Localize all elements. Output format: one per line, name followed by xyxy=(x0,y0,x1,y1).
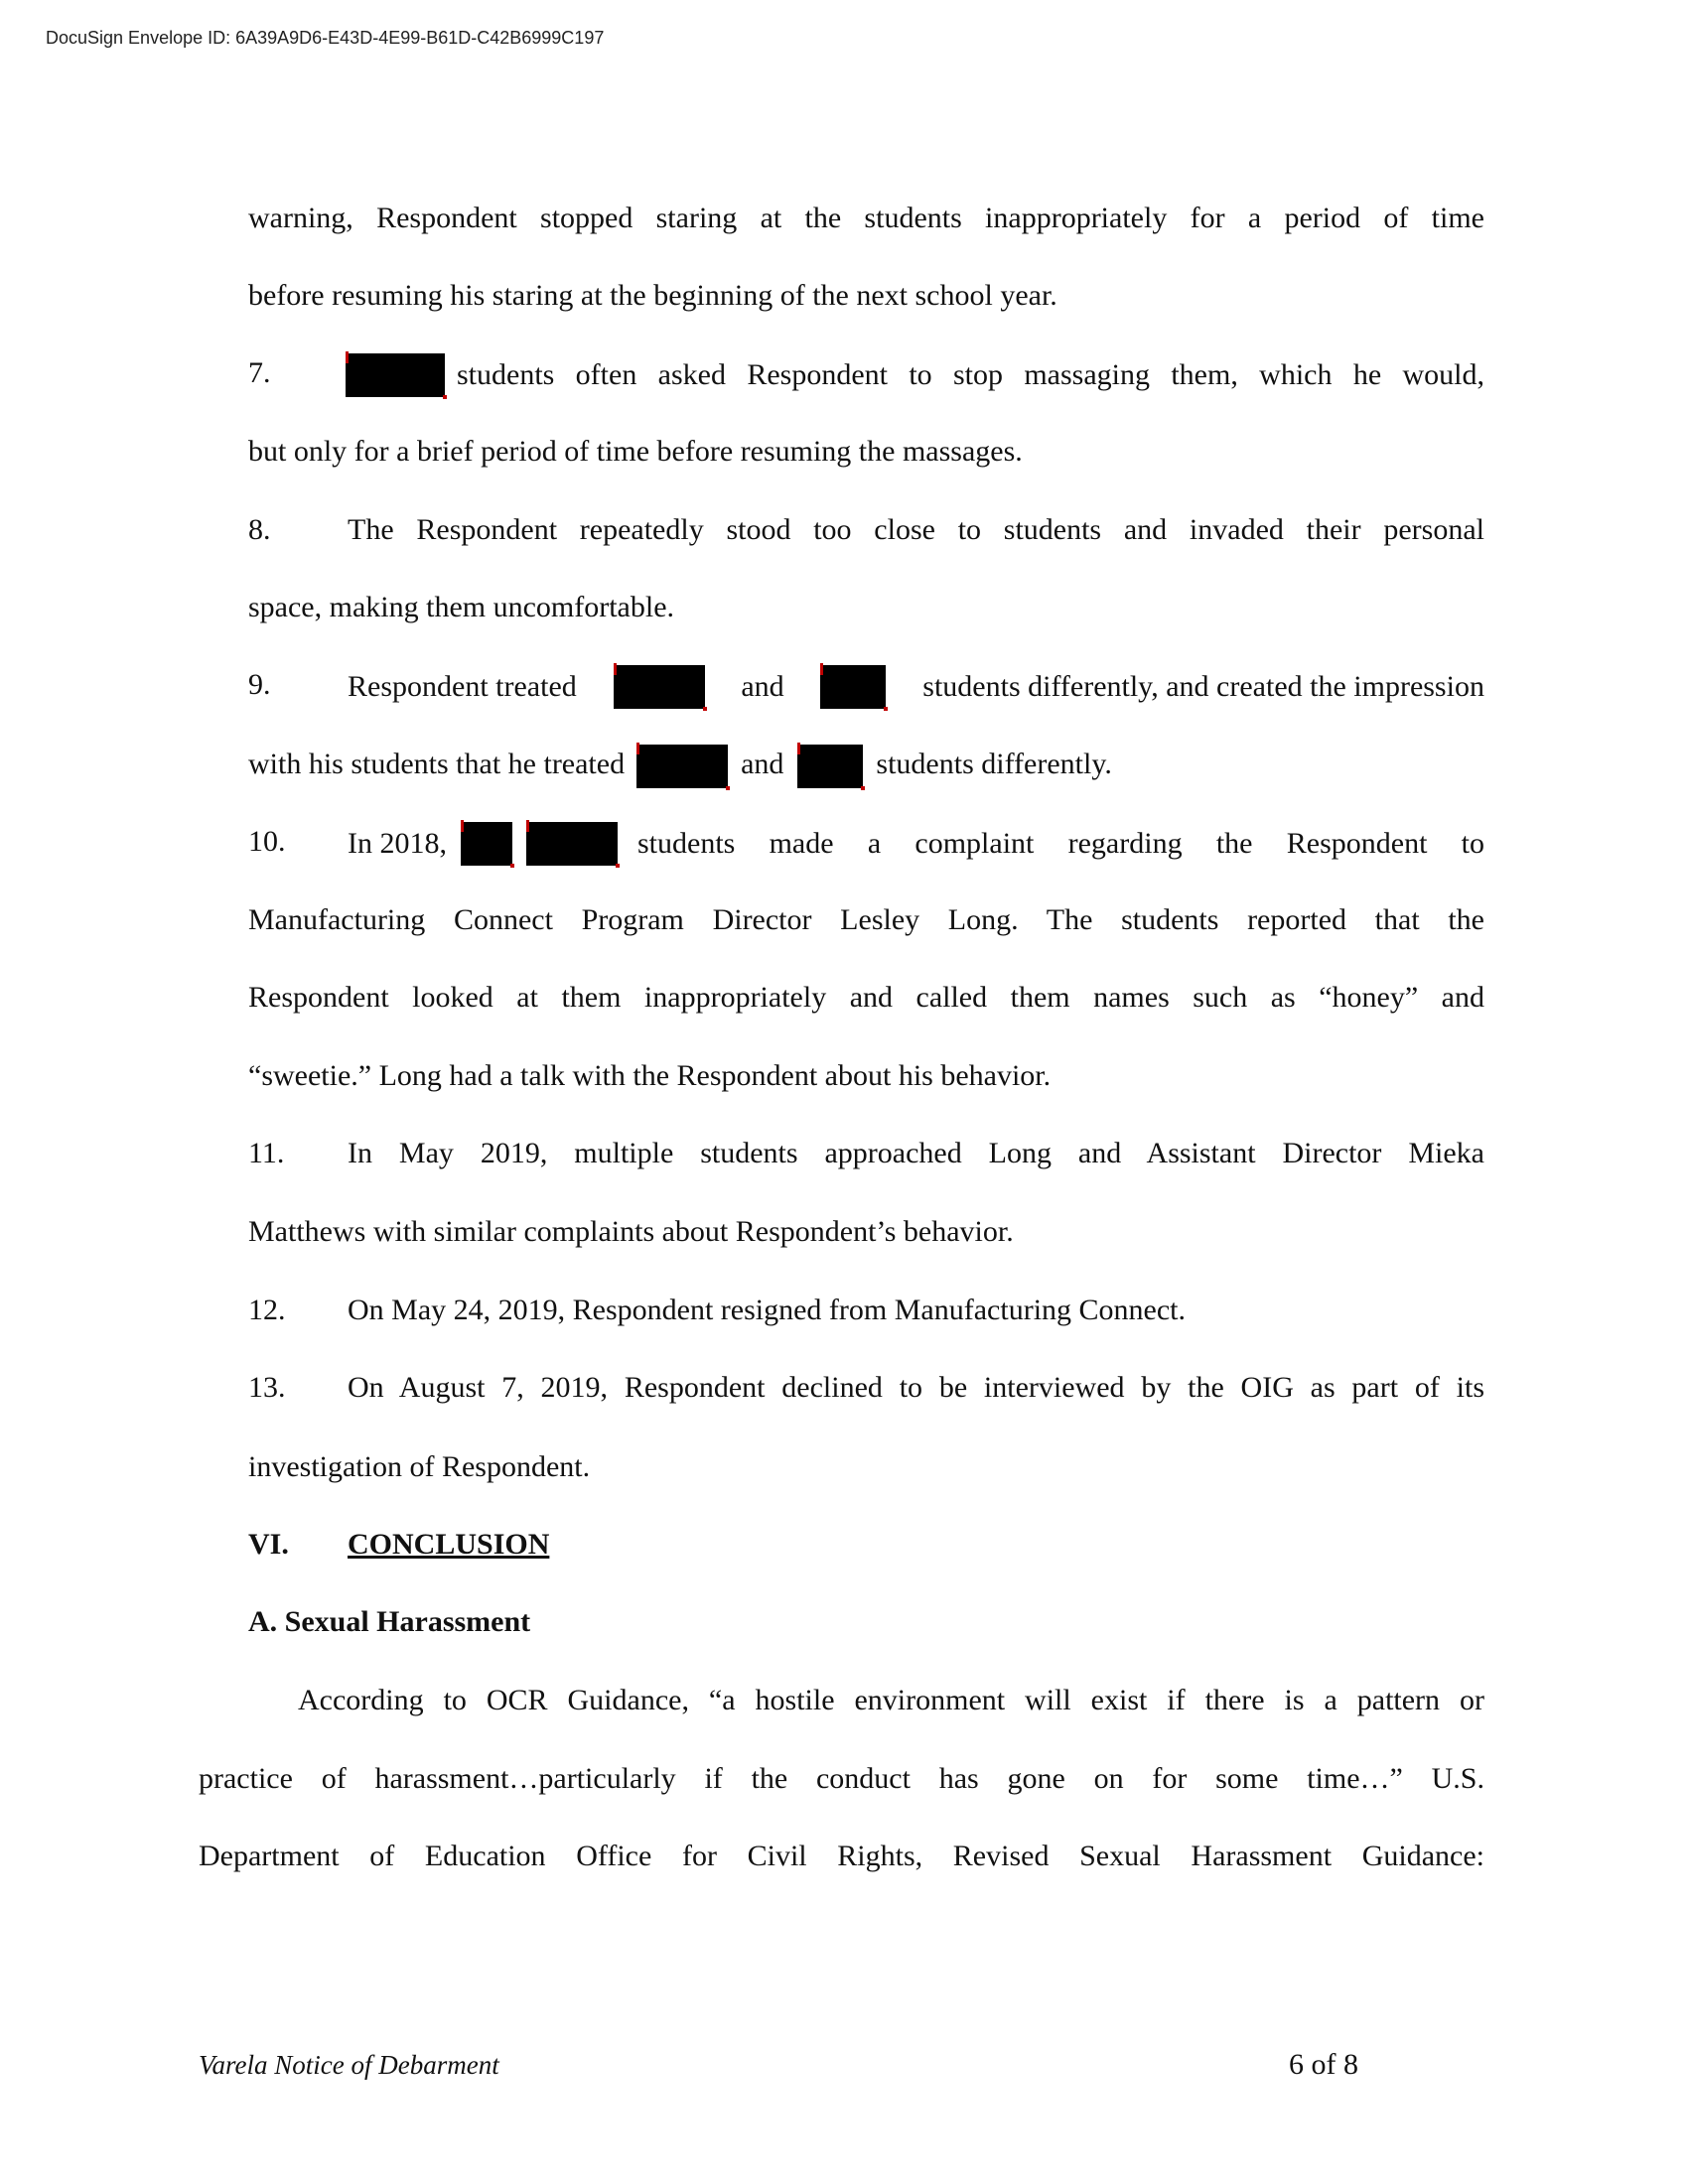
paragraph-13-text: On August 7, 2019, Respondent declined to be interviewed by the OIG as part of its xyxy=(348,1371,1484,1404)
paragraph-11-text: In May 2019, multiple students approached Long and Assistant Director Mieka xyxy=(348,1137,1484,1169)
paragraph-13-line-2: investigation of Respondent. xyxy=(248,1450,591,1483)
subsection-heading: A. Sexual Harassment xyxy=(248,1605,531,1638)
footer-page-number: 6 of 8 xyxy=(1289,2048,1358,2081)
redaction-box xyxy=(526,822,618,866)
paragraph-9-text-b: students differently, and created the impression xyxy=(922,670,1484,703)
paragraph-10-text-b: students made a complaint regarding the Respondent to xyxy=(637,827,1484,860)
paragraph-10-line-3: Respondent looked at them inappropriately and called them names such as “honey” and xyxy=(248,981,1484,1014)
redaction-box xyxy=(636,745,728,788)
paragraph-number: 9. xyxy=(248,668,271,701)
paragraph-9-text-c: with his students that he treated xyxy=(248,748,626,780)
paragraph-6-line-1: warning, Respondent stopped staring at the students inappropriately for a period of time xyxy=(248,202,1484,234)
paragraph-10-text-a: In 2018, xyxy=(348,827,447,860)
paragraph-8-text: The Respondent repeatedly stood too close to students and invaded their personal xyxy=(348,513,1484,546)
paragraph-9-and-2: and xyxy=(741,748,784,780)
conclusion-line-3: Department of Education Office for Civil Rights, Revised Sexual Harassment Guidance: xyxy=(199,1840,1484,1872)
paragraph-9-text-d: students differently. xyxy=(876,748,1112,780)
paragraph-9-line-2 xyxy=(248,745,1484,788)
paragraph-7-text: students often asked Respondent to stop massaging them, which he would, xyxy=(457,358,1484,391)
paragraph-11-line-2: Matthews with similar complaints about Respondent’s behavior. xyxy=(248,1215,1014,1248)
conclusion-line-1: According to OCR Guidance, “a hostile environment will exist if there is a pattern or xyxy=(298,1684,1484,1716)
docusign-envelope-id: DocuSign Envelope ID: 6A39A9D6-E43D-4E99-B61D-C42B6999C197 xyxy=(46,28,605,48)
paragraph-12-text: On May 24, 2019, Respondent resigned from Manufacturing Connect. xyxy=(348,1294,1186,1326)
paragraph-9-and: and xyxy=(741,670,784,703)
paragraph-number: 11. xyxy=(248,1137,285,1169)
redaction-box xyxy=(820,665,886,709)
paragraph-10-line-2: Manufacturing Connect Program Director Lesley Long. The students reported that the xyxy=(248,903,1484,936)
paragraph-10-line-4: “sweetie.” Long had a talk with the Respondent about his behavior. xyxy=(248,1059,1052,1092)
section-title: CONCLUSION xyxy=(348,1528,550,1561)
redaction-box xyxy=(614,665,705,709)
footer-document-title: Varela Notice of Debarment xyxy=(199,2050,499,2080)
paragraph-number: 13. xyxy=(248,1371,286,1404)
paragraph-number: 8. xyxy=(248,513,271,546)
paragraph-number: 7. xyxy=(248,356,271,389)
paragraph-7-line-2: but only for a brief period of time before resuming the massages. xyxy=(248,435,1023,468)
redaction-box xyxy=(346,353,445,397)
conclusion-line-2: practice of harassment…particularly if the conduct has gone on for some time…” U.S. xyxy=(199,1762,1484,1795)
paragraph-number: 12. xyxy=(248,1294,286,1326)
paragraph-9-text-a: Respondent treated xyxy=(348,670,577,703)
redaction-box xyxy=(461,822,512,866)
section-number: VI. xyxy=(248,1528,289,1561)
redaction-box xyxy=(797,745,863,788)
paragraph-6-line-2: before resuming his staring at the beginning of the next school year. xyxy=(248,279,1057,312)
paragraph-8-line-2: space, making them uncomfortable. xyxy=(248,591,675,623)
paragraph-number: 10. xyxy=(248,825,286,858)
